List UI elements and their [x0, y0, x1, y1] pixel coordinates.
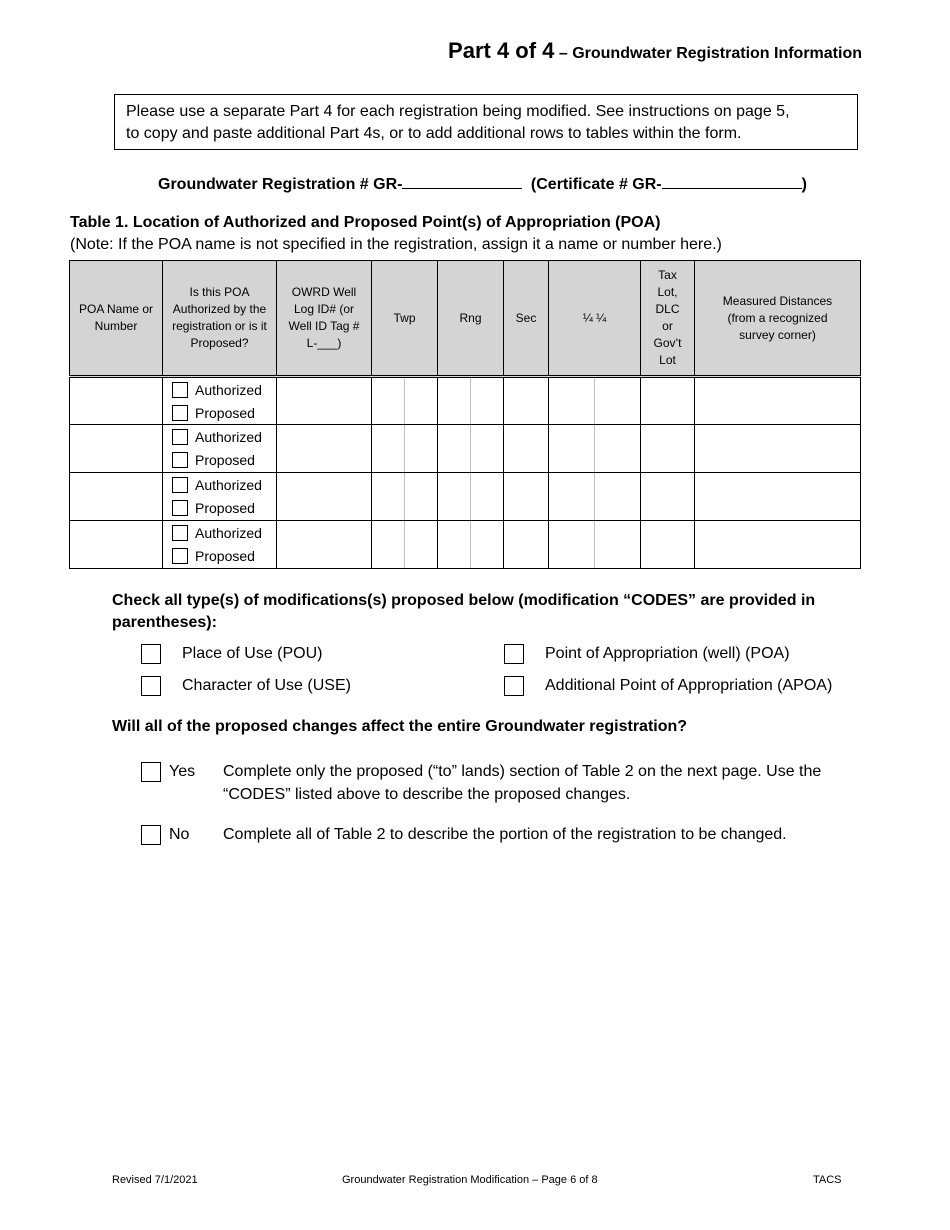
poa-status-option[interactable]: [163, 449, 276, 472]
distances-cell[interactable]: [695, 425, 861, 473]
footer-page: Groundwater Registration Modification – Page 6 of 8: [342, 1174, 598, 1186]
rng-cell-b[interactable]: [471, 425, 504, 473]
proposed-checkbox[interactable]: [172, 548, 188, 564]
pou-label: Place of Use (POU): [182, 645, 323, 662]
section-title: – Groundwater Registration Information: [558, 45, 862, 62]
entire-registration-question: Will all of the proposed changes affect the entire Groundwater registration?: [112, 718, 688, 735]
use-label: Character of Use (USE): [182, 677, 351, 694]
sec-cell[interactable]: [504, 377, 549, 425]
owrd-well-cell[interactable]: [277, 425, 372, 473]
owrd-well-cell[interactable]: [277, 377, 372, 425]
poa-status-option[interactable]: [163, 378, 276, 401]
twp-cell-a[interactable]: [372, 473, 405, 521]
distances-cell[interactable]: [695, 377, 861, 425]
owrd-well-cell[interactable]: [277, 473, 372, 521]
header-tax-lot: Tax Lot, DLC or Gov’t Lot: [641, 261, 695, 377]
twp-cell-a[interactable]: [372, 521, 405, 569]
apoa-label: Additional Point of Appropriation (APOA): [545, 677, 833, 694]
option-pou[interactable]: [141, 644, 322, 664]
sec-cell[interactable]: [504, 473, 549, 521]
footer-code: TACS: [813, 1174, 842, 1186]
qq-cell-a[interactable]: [549, 473, 595, 521]
authorized-cell: [163, 377, 277, 425]
authorized-checkbox[interactable]: [172, 429, 188, 445]
rng-cell-a[interactable]: [438, 473, 471, 521]
instructions-line-1: Please use a separate Part 4 for each registration being modified. See instructions on page 5,: [126, 103, 790, 120]
table-row: [70, 473, 861, 521]
qq-cell-b[interactable]: [595, 377, 641, 425]
qq-cell-a[interactable]: [549, 377, 595, 425]
certificate-close: ): [801, 176, 807, 193]
gr-number-field[interactable]: [402, 172, 522, 189]
rng-cell-a[interactable]: [438, 521, 471, 569]
table1-note: (Note: If the POA name is not specified in the registration, assign it a name or number here.): [70, 236, 722, 253]
header-measured-distances: Measured Distances (from a recognized survey corner): [695, 261, 861, 377]
part-label: Part 4 of 4: [448, 38, 555, 63]
twp-cell-a[interactable]: [372, 425, 405, 473]
qq-cell-b[interactable]: [595, 473, 641, 521]
qq-cell-b[interactable]: [595, 521, 641, 569]
poa-status-option[interactable]: [163, 497, 276, 520]
owrd-well-cell[interactable]: [277, 521, 372, 569]
table1-title: Table 1. Location of Authorized and Proposed Point(s) of Appropriation (POA): [70, 214, 661, 231]
twp-cell-b[interactable]: [405, 473, 438, 521]
rng-cell-a[interactable]: [438, 377, 471, 425]
option-poa[interactable]: [504, 644, 790, 664]
poa-status-option[interactable]: [163, 522, 276, 545]
tax-lot-cell[interactable]: [641, 473, 695, 521]
registration-line: [158, 172, 807, 194]
authorized-checkbox[interactable]: [172, 477, 188, 493]
proposed-checkbox[interactable]: [172, 405, 188, 421]
authorized-label: Authorized: [195, 381, 262, 398]
tax-lot-cell[interactable]: [641, 425, 695, 473]
poa-status-option[interactable]: [163, 545, 276, 568]
authorized-label: Authorized: [195, 477, 262, 493]
rng-cell-b[interactable]: [471, 521, 504, 569]
no-instructions: Complete all of Table 2 to describe the portion of the registration to be changed.: [223, 826, 787, 843]
yes-checkbox[interactable]: [141, 762, 161, 782]
authorized-label: Authorized: [195, 525, 262, 541]
option-apoa[interactable]: [504, 676, 832, 696]
twp-cell-a[interactable]: [372, 377, 405, 425]
no-label: No: [169, 826, 190, 843]
use-checkbox[interactable]: [141, 676, 161, 696]
proposed-checkbox[interactable]: [172, 452, 188, 468]
header-quarter-quarter: ¼ ¼: [549, 261, 641, 377]
poa-name-cell[interactable]: [70, 521, 163, 569]
distances-cell[interactable]: [695, 521, 861, 569]
apoa-checkbox[interactable]: [504, 676, 524, 696]
poa-status-option[interactable]: [163, 401, 276, 424]
twp-cell-b[interactable]: [405, 377, 438, 425]
certificate-number-field[interactable]: [662, 172, 802, 189]
yes-label: Yes: [169, 763, 196, 780]
header-owrd-well: OWRD Well Log ID# (or Well ID Tag # L-___): [277, 261, 372, 377]
option-use[interactable]: [141, 676, 351, 696]
tax-lot-cell[interactable]: [641, 377, 695, 425]
instructions-box: [114, 94, 858, 150]
poa-name-cell[interactable]: [70, 377, 163, 425]
authorized-cell: [163, 425, 277, 473]
proposed-label: Proposed: [195, 452, 255, 468]
authorized-checkbox[interactable]: [172, 382, 188, 398]
qq-cell-b[interactable]: [595, 425, 641, 473]
pou-checkbox[interactable]: [141, 644, 161, 664]
authorized-label: Authorized: [195, 429, 262, 445]
page-title: [448, 38, 862, 64]
authorized-checkbox[interactable]: [172, 525, 188, 541]
sec-cell[interactable]: [504, 521, 549, 569]
header-twp: Twp: [372, 261, 438, 377]
tax-lot-cell[interactable]: [641, 521, 695, 569]
proposed-label: Proposed: [195, 500, 255, 516]
sec-cell[interactable]: [504, 425, 549, 473]
authorized-cell: [163, 521, 277, 569]
rng-cell-b[interactable]: [471, 473, 504, 521]
poa-status-option[interactable]: [163, 474, 276, 497]
no-checkbox[interactable]: [141, 825, 161, 845]
certificate-label: (Certificate # GR-: [530, 176, 662, 193]
gr-label: Groundwater Registration # GR-: [158, 176, 403, 193]
proposed-label: Proposed: [195, 548, 255, 564]
table-row: [70, 521, 861, 569]
yes-instructions: Complete only the proposed (“to” lands) section of Table 2 on the next page. Use the “CODES” listed above to describe the proposed changes.: [223, 763, 822, 803]
poa-status-option[interactable]: [163, 426, 276, 449]
qq-cell-a[interactable]: [549, 425, 595, 473]
header-authorized: Is this POA Authorized by the registration or is it Proposed?: [163, 261, 277, 377]
modifications-heading: Check all type(s) of modifications(s) proposed below (modification “CODES” are provided in parentheses):: [112, 592, 816, 631]
twp-cell-b[interactable]: [405, 425, 438, 473]
instructions-line-2: to copy and paste additional Part 4s, or to add additional rows to tables within the form.: [126, 125, 742, 142]
poa-name-cell[interactable]: [70, 473, 163, 521]
rng-cell-b[interactable]: [471, 377, 504, 425]
table-row: [70, 425, 861, 473]
header-sec: Sec: [504, 261, 549, 377]
footer-revised: Revised 7/1/2021: [112, 1174, 198, 1186]
poa-name-cell[interactable]: [70, 425, 163, 473]
rng-cell-a[interactable]: [438, 425, 471, 473]
table-row: [70, 377, 861, 425]
poa-label: Point of Appropriation (well) (POA): [545, 645, 790, 662]
proposed-label: Proposed: [195, 404, 255, 421]
poa-checkbox[interactable]: [504, 644, 524, 664]
authorized-cell: [163, 473, 277, 521]
poa-table: [69, 260, 861, 569]
header-poa-name: POA Name or Number: [70, 261, 163, 377]
twp-cell-b[interactable]: [405, 521, 438, 569]
proposed-checkbox[interactable]: [172, 500, 188, 516]
header-rng: Rng: [438, 261, 504, 377]
qq-cell-a[interactable]: [549, 521, 595, 569]
distances-cell[interactable]: [695, 473, 861, 521]
